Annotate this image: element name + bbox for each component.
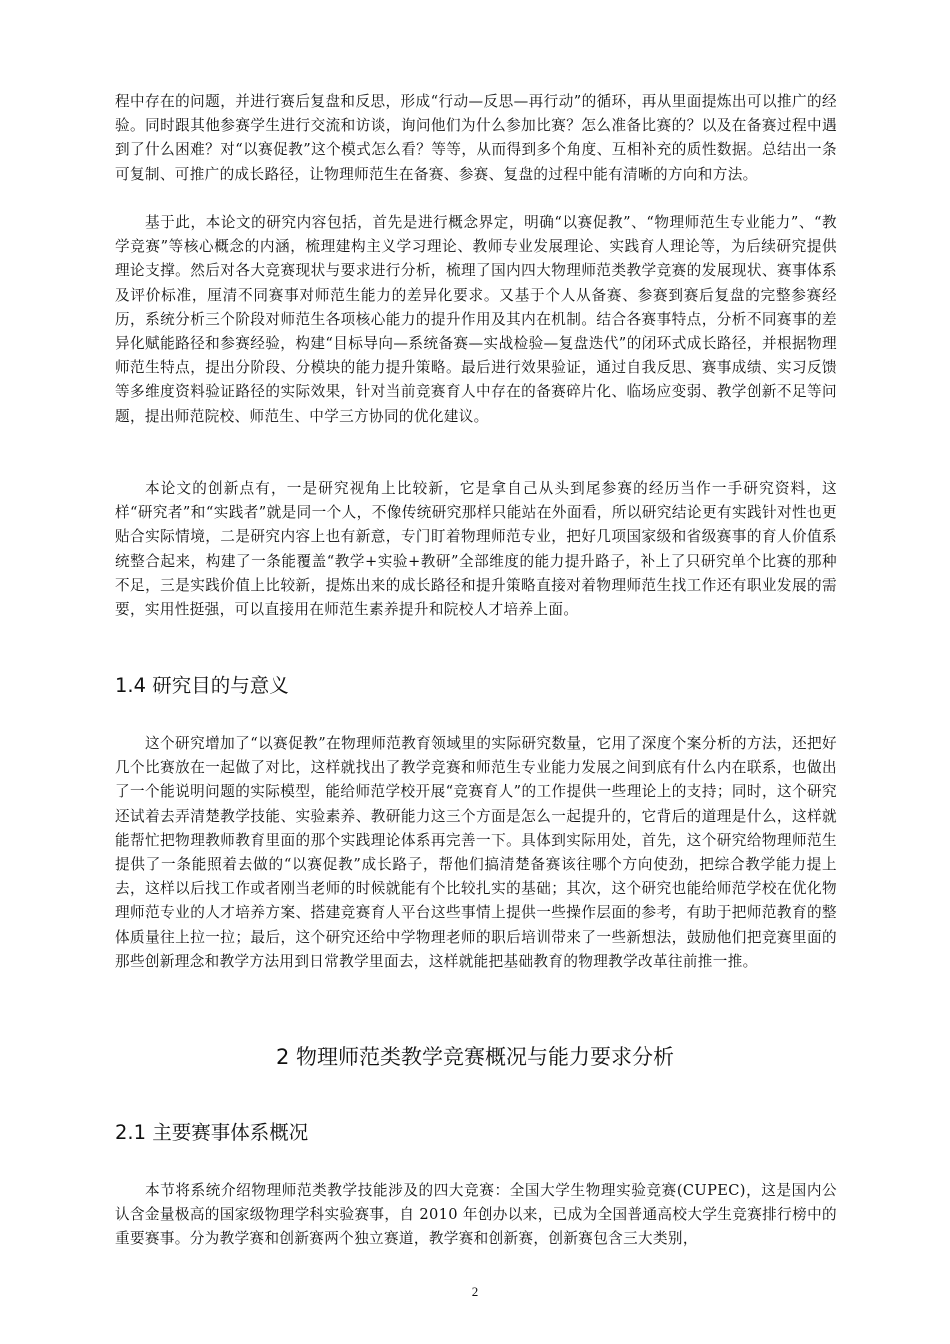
body-paragraph: 本论文的创新点有，一是研究视角上比较新，它是拿自己从头到尾参赛的经历当作一手研究资料，这样“研究者”和“实践者”就是同一个人，不像传统研究那样只能站在外面看，所以研究结论更有实践针对性也更贴合实际情境，二是研究内容上也有新意，专门盯着物理师范专业，把好几项国家级和省级赛事的育人价值系统整合起来，构建了一条能覆盖“教学+实验+教研”全部维度的能力提升路子，补上了只研究单个比赛的那种不足，三是实践价值上比较新，提炼出来的成长路径和提升策略直接对着物理师范生找工作还有职业发展的需要，实用性挺强，可以直接用在师范生素养提升和院校人才培养上面。	[115, 480, 837, 619]
section-heading: 1.4 研究目的与意义	[115, 674, 289, 697]
body-paragraph: 本节将系统介绍物理师范类教学技能涉及的四大竞赛：全国大学生物理实验竞赛(CUPEC)，这是国内公认含金量极高的国家级物理学科实验赛事，自 2010 年创办以来，已成为全国普通高校大学生竞赛排行榜中的重要赛事。分为教学赛和创新赛两个独立赛道，教学赛和创新赛，创新赛包含三大类别，	[115, 1182, 837, 1248]
chapter-heading: 2 物理师范类教学竞赛概况与能力要求分析	[275, 1045, 675, 1069]
body-paragraph: 程中存在的问题，并进行赛后复盘和反思，形成“行动—反思—再行动”的循环，再从里面提炼出可以推广的经验。同时跟其他参赛学生进行交流和访谈，询问他们为什么参加比赛？怎么准备比赛的？以及在备赛过程中遇到了什么困难？对“以赛促教”这个模式怎么看？等等，从而得到多个角度、互相补充的质性数据。总结出一条可复制、可推广的成长路径，让物理师范生在备赛、参赛、复盘的过程中能有清晰的方向和方法。	[115, 93, 837, 183]
body-paragraph: 这个研究增加了“以赛促教”在物理师范教育领域里的实际研究数量，它用了深度个案分析的方法，还把好几个比赛放在一起做了对比，这样就找出了教学竞赛和师范生专业能力发展之间到底有什么内在联系，也做出了一个能说明问题的实际模型，能给师范学校开展“竞赛育人”的工作提供一些理论上的支持；同时，这个研究还试着去弄清楚教学技能、实验素养、教研能力这三个方面是怎么一起提升的，它背后的道理是什么，这样就能帮忙把物理教师教育里面的那个实践理论体系再完善一下。具体到实际用处，首先，这个研究给物理师范生提供了一条能照着去做的“以赛促教”成长路子，帮他们搞清楚备赛该往哪个方向使劲，把综合教学能力提上去，这样以后找工作或者刚当老师的时候就能有个比较扎实的基础；其次，这个研究也能给师范学校在优化物理师范专业的人才培养方案、搭建竞赛育人平台这些事情上提供一些操作层面的参考，有助于把师范教育的整体质量往上拉一拉；最后，这个研究还给中学物理老师的职后培训带来了一些新想法，鼓励他们把竞赛里面的那些创新理念和教学方法用到日常教学里面去，这样就能把基础教育的物理教学改革往前推一推。	[115, 735, 837, 970]
page-number: 2	[471, 1284, 479, 1299]
body-paragraph: 基于此，本论文的研究内容包括，首先是进行概念界定，明确“以赛促教”、“物理师范生专业能力”、“教学竞赛”等核心概念的内涵，梳理建构主义学习理论、教师专业发展理论、实践育人理论等，为后续研究提供理论支撑。然后对各大竞赛现状与要求进行分析，梳理了国内四大物理师范类教学竞赛的发展现状、赛事体系及评价标准，厘清不同赛事对师范生能力的差异化要求。又基于个人从备赛、参赛到赛后复盘的完整参赛经历，系统分析三个阶段对师范生各项核心能力的提升作用及其内在机制。结合各赛事特点，分析不同赛事的差异化赋能路径和参赛经验，构建“目标导向—系统备赛—实战检验—复盘迭代”的闭环式成长路径，并根据物理师范生特点，提出分阶段、分模块的能力提升策略。最后进行效果验证，通过自我反思、赛事成绩、实习反馈等多维度资料验证路径的实际效果，针对当前竞赛育人中存在的备赛碎片化、临场应变弱、教学创新不足等问题，提出师范院校、师范生、中学三方协同的优化建议。	[115, 214, 837, 425]
section-heading: 2.1 主要赛事体系概况	[115, 1121, 309, 1144]
